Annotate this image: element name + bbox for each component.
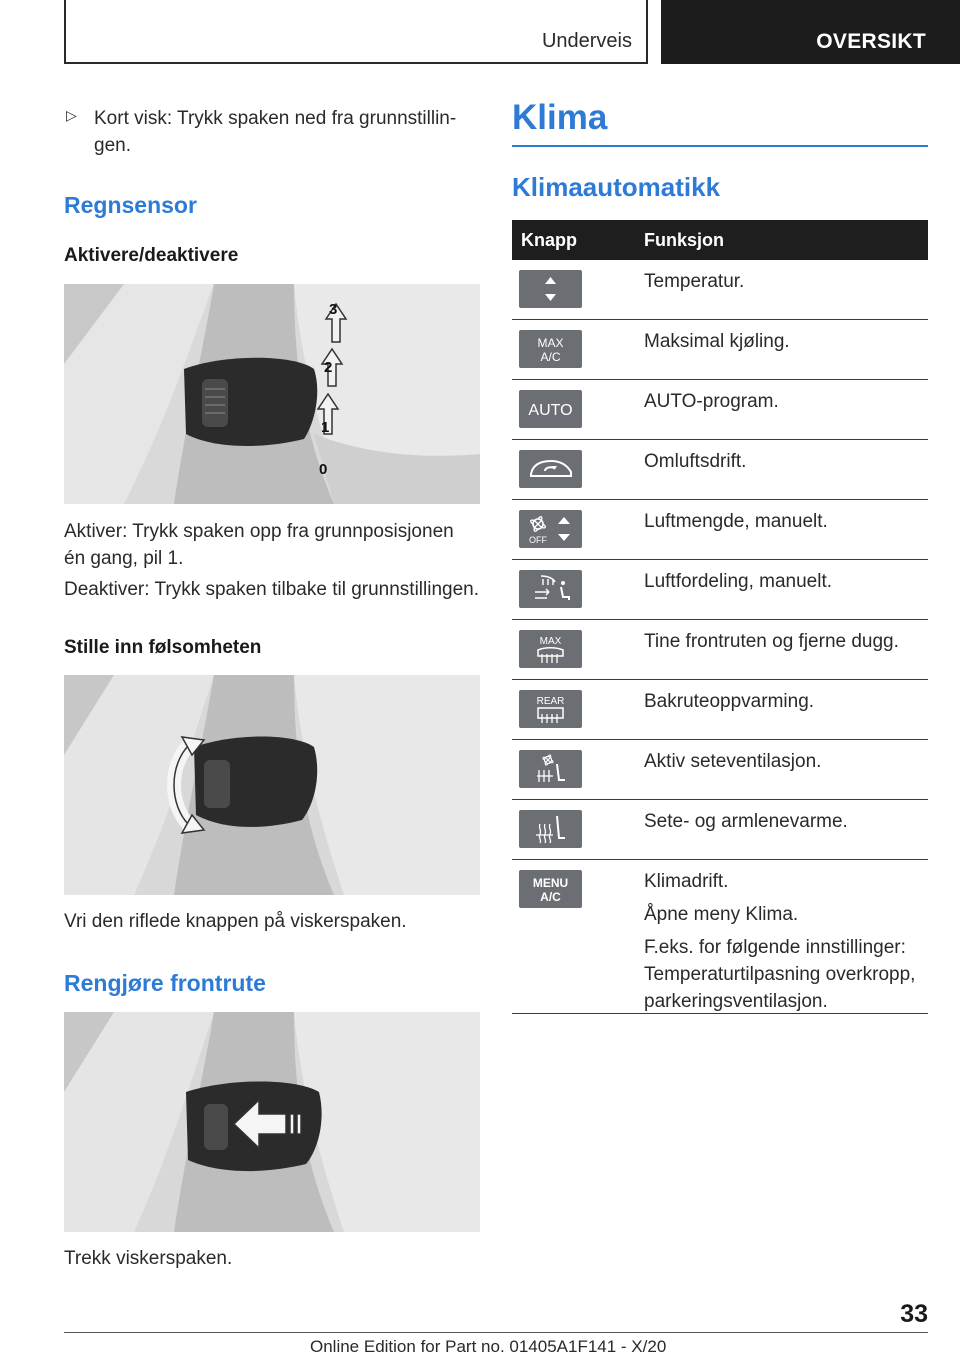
function-line: F.eks. for følgende innstillinger: bbox=[644, 937, 906, 958]
air-distribution-key-icon bbox=[519, 570, 582, 608]
title-rule bbox=[512, 145, 928, 147]
figure-knurled-knob bbox=[64, 675, 480, 895]
figure-label-1: 1 bbox=[321, 419, 330, 436]
table-row bbox=[512, 740, 928, 800]
function-line: Luftmengde, manuelt. bbox=[644, 511, 828, 532]
page-number: 33 bbox=[900, 1300, 928, 1328]
function-text bbox=[644, 628, 928, 655]
auto-key-icon bbox=[519, 390, 582, 428]
table-row bbox=[512, 260, 928, 320]
activate-line: én gang, pil 1. bbox=[64, 548, 184, 569]
header-chapter-label: OVERSIKT bbox=[816, 30, 926, 53]
figure-pull-lever bbox=[64, 1012, 480, 1232]
max-ac-key-icon bbox=[519, 330, 582, 368]
header-section-label: Underveis bbox=[541, 30, 632, 52]
svg-text:MAX: MAX bbox=[539, 636, 562, 647]
table-row bbox=[512, 320, 928, 380]
table-row bbox=[512, 440, 928, 500]
seat-ventilation-key-icon bbox=[519, 750, 582, 788]
table-row bbox=[512, 620, 928, 680]
function-line: Aktiv seteventilasjon. bbox=[644, 751, 822, 772]
function-line: parkeringsventilasjon. bbox=[644, 991, 828, 1012]
header-knapp: Knapp bbox=[521, 230, 577, 250]
function-line: Temperaturtilpasning overkropp, bbox=[644, 964, 916, 985]
figure-label-2: 2 bbox=[324, 359, 333, 376]
svg-text:REAR: REAR bbox=[536, 696, 565, 707]
table-row bbox=[512, 680, 928, 740]
climate-buttons-table bbox=[512, 220, 928, 1014]
function-line: Bakruteoppvarming. bbox=[644, 691, 815, 712]
deactivate-text: Deaktiver: Trykk spaken tilbake til grunnstillingen. bbox=[64, 579, 480, 600]
sensitivity-text: Vri den riflede knappen på viskerspaken. bbox=[64, 911, 407, 932]
subheading-sensitivity: Stille inn følsomheten bbox=[64, 637, 262, 658]
figure-label-3: 3 bbox=[329, 301, 338, 318]
function-text bbox=[644, 448, 928, 475]
header-section-tab bbox=[64, 0, 648, 64]
svg-text:OFF: OFF bbox=[529, 535, 547, 545]
function-text bbox=[644, 688, 928, 715]
function-text bbox=[644, 748, 928, 775]
function-line: AUTO-program. bbox=[644, 391, 779, 412]
bullet-line: Kort visk: Trykk spaken ned fra grunnstillin- bbox=[94, 108, 457, 129]
function-line: Tine frontruten og fjerne dugg. bbox=[644, 631, 899, 652]
header-funksjon: Funksjon bbox=[644, 230, 724, 250]
rear-defrost-key-icon bbox=[519, 690, 582, 728]
section-heading-klimaautomatikk: Klimaautomatikk bbox=[512, 172, 721, 202]
figure-wiper-lever-positions bbox=[64, 284, 480, 504]
table-header-row bbox=[512, 220, 928, 260]
function-text bbox=[644, 508, 928, 535]
activate-text bbox=[64, 518, 480, 572]
section-heading-regnsensor: Regnsensor bbox=[64, 192, 197, 218]
subheading-activate: Aktivere/deaktivere bbox=[64, 245, 239, 266]
recirculation-key-icon bbox=[519, 450, 582, 488]
svg-text:A/C: A/C bbox=[540, 350, 561, 364]
function-line: Omluftsdrift. bbox=[644, 451, 747, 472]
function-line: Temperatur. bbox=[644, 271, 745, 292]
function-text bbox=[644, 388, 928, 415]
function-text bbox=[644, 268, 928, 295]
function-text bbox=[644, 328, 928, 355]
function-line: Maksimal kjøling. bbox=[644, 331, 790, 352]
function-line: Åpne meny Klima. bbox=[644, 904, 799, 925]
function-text bbox=[644, 868, 928, 1015]
section-heading-clean: Rengjøre frontrute bbox=[64, 970, 266, 996]
table-row bbox=[512, 560, 928, 620]
table-row bbox=[512, 800, 928, 860]
footer-edition: Online Edition for Part no. 01405A1F141 - X/20 bbox=[310, 1337, 667, 1356]
function-text bbox=[644, 808, 928, 835]
page-title-klima: Klima bbox=[512, 98, 608, 137]
footer-rule bbox=[64, 1332, 928, 1333]
temperature-updown-key-icon bbox=[519, 270, 582, 308]
bullet-line: gen. bbox=[94, 135, 131, 156]
function-line: Klimadrift. bbox=[644, 871, 729, 892]
function-text bbox=[644, 568, 928, 595]
fan-off-key-icon bbox=[519, 510, 582, 548]
table-row bbox=[512, 860, 928, 1014]
max-defrost-key-icon bbox=[519, 630, 582, 668]
svg-text:A/C: A/C bbox=[540, 890, 561, 904]
table-row bbox=[512, 380, 928, 440]
activate-line: Aktiver: Trykk spaken opp fra grunnposisjonen bbox=[64, 521, 454, 542]
bullet-triangle-icon: ▷ bbox=[66, 107, 77, 123]
figure-label-0: 0 bbox=[319, 461, 328, 478]
bullet-text bbox=[94, 105, 484, 159]
clean-text: Trekk viskerspaken. bbox=[64, 1248, 233, 1269]
table-row bbox=[512, 500, 928, 560]
svg-text:MENU: MENU bbox=[532, 876, 569, 890]
function-line: Sete- og armlenevarme. bbox=[644, 811, 848, 832]
svg-text:MAX: MAX bbox=[537, 336, 564, 350]
svg-text:AUTO: AUTO bbox=[528, 402, 573, 419]
seat-heating-key-icon bbox=[519, 810, 582, 848]
function-line: Luftfordeling, manuelt. bbox=[644, 571, 833, 592]
menu-ac-key-icon bbox=[519, 870, 582, 908]
header-chapter-tab bbox=[661, 0, 960, 64]
